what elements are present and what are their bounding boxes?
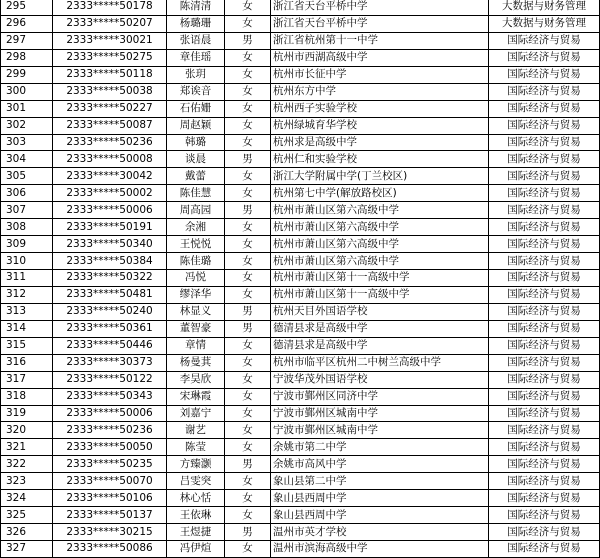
exam-id-cell: 2333*****50361 [53,320,167,337]
seq-cell: 304 [1,151,53,168]
seq-cell: 301 [1,100,53,117]
name-cell: 杨璐珊 [167,15,225,32]
major-cell: 国际经济与贸易 [489,270,600,287]
gender-cell: 女 [225,490,271,507]
seq-cell: 321 [1,439,53,456]
school-cell: 杭州市萧山区第六高级中学 [271,219,489,236]
gender-cell: 女 [225,354,271,371]
exam-id-cell: 2333*****50118 [53,66,167,83]
major-cell: 国际经济与贸易 [489,371,600,388]
name-cell: 石佑姗 [167,100,225,117]
seq-cell: 327 [1,541,53,558]
school-cell: 德清县求是高级中学 [271,320,489,337]
seq-cell: 306 [1,185,53,202]
seq-cell: 302 [1,117,53,134]
school-cell: 宁波华茂外国语学校 [271,371,489,388]
major-cell: 国际经济与贸易 [489,253,600,270]
school-cell: 温州市英才学校 [271,524,489,541]
name-cell: 方臻灏 [167,456,225,473]
major-cell: 国际经济与贸易 [489,134,600,151]
gender-cell: 女 [225,66,271,83]
seq-cell: 308 [1,219,53,236]
name-cell: 郑诶音 [167,83,225,100]
exam-id-cell: 2333*****50070 [53,473,167,490]
seq-cell: 305 [1,168,53,185]
major-cell: 国际经济与贸易 [489,541,600,558]
gender-cell: 女 [225,168,271,185]
seq-cell: 311 [1,270,53,287]
exam-id-cell: 2333*****50087 [53,117,167,134]
table-row [1,168,600,185]
seq-cell: 326 [1,524,53,541]
exam-id-cell: 2333*****30373 [53,354,167,371]
major-cell: 国际经济与贸易 [489,337,600,354]
gender-cell: 女 [225,541,271,558]
seq-cell: 297 [1,32,53,49]
school-cell: 杭州天目外国语学校 [271,303,489,320]
school-cell: 浙江省杭州第十一中学 [271,32,489,49]
school-cell: 宁波市鄞州区城南中学 [271,422,489,439]
seq-cell: 310 [1,253,53,270]
table-row [1,185,600,202]
table-row [1,303,600,320]
exam-id-cell: 2333*****50038 [53,83,167,100]
name-cell: 王依琳 [167,507,225,524]
major-cell: 国际经济与贸易 [489,456,600,473]
major-cell: 国际经济与贸易 [489,439,600,456]
gender-cell: 女 [225,134,271,151]
name-cell: 冯伊煊 [167,541,225,558]
seq-cell: 303 [1,134,53,151]
major-cell: 国际经济与贸易 [489,473,600,490]
table-row [1,66,600,83]
name-cell: 缪泽华 [167,286,225,303]
major-cell: 国际经济与贸易 [489,100,600,117]
table-row [1,388,600,405]
exam-id-cell: 2333*****50050 [53,439,167,456]
gender-cell: 女 [225,286,271,303]
school-cell: 杭州市西湖高级中学 [271,49,489,66]
school-cell: 杭州西子实验学校 [271,100,489,117]
gender-cell: 女 [225,83,271,100]
gender-cell: 女 [225,49,271,66]
table-row [1,32,600,49]
gender-cell: 女 [225,0,271,15]
major-cell: 国际经济与贸易 [489,286,600,303]
school-cell: 杭州绿城育华学校 [271,117,489,134]
name-cell: 吕雯突 [167,473,225,490]
gender-cell: 女 [225,15,271,32]
exam-id-cell: 2333*****50275 [53,49,167,66]
seq-cell: 299 [1,66,53,83]
gender-cell: 女 [225,405,271,422]
table-row [1,151,600,168]
exam-id-cell: 2333*****50240 [53,303,167,320]
table-row [1,524,600,541]
name-cell: 李昊欣 [167,371,225,388]
gender-cell: 女 [225,371,271,388]
major-cell: 国际经济与贸易 [489,168,600,185]
major-cell: 国际经济与贸易 [489,405,600,422]
table-row [1,473,600,490]
exam-id-cell: 2333*****50481 [53,286,167,303]
exam-id-cell: 2333*****50236 [53,422,167,439]
major-cell: 国际经济与贸易 [489,320,600,337]
name-cell: 余湘 [167,219,225,236]
seq-cell: 313 [1,303,53,320]
major-cell: 国际经济与贸易 [489,83,600,100]
name-cell: 林心恬 [167,490,225,507]
table-row [1,49,600,66]
school-cell: 宁波市鄞州区同济中学 [271,388,489,405]
seq-cell: 322 [1,456,53,473]
table-row [1,117,600,134]
exam-id-cell: 2333*****50322 [53,270,167,287]
table-row [1,100,600,117]
seq-cell: 324 [1,490,53,507]
gender-cell: 男 [225,320,271,337]
exam-id-cell: 2333*****50384 [53,253,167,270]
seq-cell: 325 [1,507,53,524]
major-cell: 国际经济与贸易 [489,49,600,66]
exam-id-cell: 2333*****50086 [53,541,167,558]
exam-id-cell: 2333*****50002 [53,185,167,202]
exam-id-cell: 2333*****50122 [53,371,167,388]
table-row [1,286,600,303]
name-cell: 张语晨 [167,32,225,49]
gender-cell: 女 [225,439,271,456]
table-row [1,320,600,337]
exam-id-cell: 2333*****50235 [53,456,167,473]
gender-cell: 女 [225,100,271,117]
name-cell: 宋琳霞 [167,388,225,405]
major-cell: 国际经济与贸易 [489,524,600,541]
table-row [1,371,600,388]
school-cell: 杭州市萧山区第十一高级中学 [271,286,489,303]
name-cell: 陈佳慧 [167,185,225,202]
gender-cell: 女 [225,270,271,287]
school-cell: 杭州东方中学 [271,83,489,100]
table-row [1,490,600,507]
table-row [1,507,600,524]
major-cell: 大数据与财务管理 [489,15,600,32]
gender-cell: 男 [225,303,271,320]
exam-id-cell: 2333*****30042 [53,168,167,185]
school-cell: 杭州市萧山区第六高级中学 [271,236,489,253]
gender-cell: 女 [225,253,271,270]
major-cell: 国际经济与贸易 [489,236,600,253]
school-cell: 浙江省天台平桥中学 [271,15,489,32]
name-cell: 张玥 [167,66,225,83]
school-cell: 象山县西周中学 [271,490,489,507]
table-row [1,83,600,100]
major-cell: 大数据与财务管理 [489,0,600,15]
table-row [1,405,600,422]
gender-cell: 女 [225,388,271,405]
table-row [1,134,600,151]
table-row [1,202,600,219]
major-cell: 国际经济与贸易 [489,185,600,202]
table-row [1,337,600,354]
exam-id-cell: 2333*****50137 [53,507,167,524]
major-cell: 国际经济与贸易 [489,507,600,524]
school-cell: 余姚市高风中学 [271,456,489,473]
gender-cell: 女 [225,337,271,354]
exam-id-cell: 2333*****50008 [53,151,167,168]
exam-id-cell: 2333*****30215 [53,524,167,541]
name-cell: 周赵颖 [167,117,225,134]
gender-cell: 男 [225,32,271,49]
name-cell: 刘嘉宁 [167,405,225,422]
exam-id-cell: 2333*****50227 [53,100,167,117]
major-cell: 国际经济与贸易 [489,66,600,83]
school-cell: 宁波市鄞州区城南中学 [271,405,489,422]
table-row [1,253,600,270]
major-cell: 国际经济与贸易 [489,151,600,168]
gender-cell: 女 [225,219,271,236]
school-cell: 德清县求是高级中学 [271,337,489,354]
seq-cell: 309 [1,236,53,253]
seq-cell: 323 [1,473,53,490]
major-cell: 国际经济与贸易 [489,388,600,405]
name-cell: 陈莹 [167,439,225,456]
gender-cell: 女 [225,236,271,253]
table-row [1,541,600,558]
exam-id-cell: 2333*****50178 [53,0,167,15]
seq-cell: 316 [1,354,53,371]
seq-cell: 314 [1,320,53,337]
name-cell: 章情 [167,337,225,354]
gender-cell: 女 [225,473,271,490]
table-row [1,422,600,439]
school-cell: 杭州第七中学(解放路校区) [271,185,489,202]
seq-cell: 307 [1,202,53,219]
school-cell: 杭州市临平区杭州二中树兰高级中学 [271,354,489,371]
seq-cell: 296 [1,15,53,32]
exam-id-cell: 2333*****50006 [53,405,167,422]
seq-cell: 300 [1,83,53,100]
school-cell: 杭州市萧山区第六高级中学 [271,202,489,219]
exam-id-cell: 2333*****50340 [53,236,167,253]
table-row [1,439,600,456]
school-cell: 杭州仁和实验学校 [271,151,489,168]
exam-id-cell: 2333*****50343 [53,388,167,405]
school-cell: 温州市滨海高级中学 [271,541,489,558]
name-cell: 王煜捷 [167,524,225,541]
gender-cell: 女 [225,422,271,439]
seq-cell: 312 [1,286,53,303]
major-cell: 国际经济与贸易 [489,219,600,236]
table-row [1,219,600,236]
school-cell: 杭州求是高级中学 [271,134,489,151]
school-cell: 浙江大学附属中学(丁兰校区) [271,168,489,185]
table-body [1,0,600,557]
name-cell: 董智豪 [167,320,225,337]
school-cell: 杭州市萧山区第六高级中学 [271,253,489,270]
exam-id-cell: 2333*****50446 [53,337,167,354]
name-cell: 谢艺 [167,422,225,439]
name-cell: 章佳瑶 [167,49,225,66]
seq-cell: 320 [1,422,53,439]
exam-id-cell: 2333*****50236 [53,134,167,151]
name-cell: 谈晨 [167,151,225,168]
gender-cell: 女 [225,117,271,134]
name-cell: 杨曼萁 [167,354,225,371]
gender-cell: 女 [225,185,271,202]
major-cell: 国际经济与贸易 [489,422,600,439]
table-row [1,15,600,32]
school-cell: 杭州市长征中学 [271,66,489,83]
name-cell: 林显义 [167,303,225,320]
name-cell: 王悦悦 [167,236,225,253]
name-cell: 戴蕾 [167,168,225,185]
table-row [1,354,600,371]
school-cell: 杭州市萧山区第十一高级中学 [271,270,489,287]
major-cell: 国际经济与贸易 [489,490,600,507]
major-cell: 国际经济与贸易 [489,354,600,371]
table-row [1,270,600,287]
seq-cell: 319 [1,405,53,422]
gender-cell: 男 [225,456,271,473]
exam-id-cell: 2333*****50106 [53,490,167,507]
seq-cell: 315 [1,337,53,354]
exam-id-cell: 2333*****50006 [53,202,167,219]
seq-cell: 317 [1,371,53,388]
seq-cell: 298 [1,49,53,66]
seq-cell: 318 [1,388,53,405]
major-cell: 国际经济与贸易 [489,202,600,219]
table-row [1,0,600,15]
school-cell: 象山县第二中学 [271,473,489,490]
gender-cell: 男 [225,202,271,219]
school-cell: 浙江省天台平桥中学 [271,0,489,15]
gender-cell: 女 [225,507,271,524]
school-cell: 余姚市第二中学 [271,439,489,456]
major-cell: 国际经济与贸易 [489,303,600,320]
table-row [1,456,600,473]
exam-id-cell: 2333*****50191 [53,219,167,236]
table-row [1,236,600,253]
school-cell: 象山县西周中学 [271,507,489,524]
name-cell: 韩璐 [167,134,225,151]
name-cell: 陈佳璐 [167,253,225,270]
name-cell: 周高园 [167,202,225,219]
seq-cell: 295 [1,0,53,15]
exam-id-cell: 2333*****50207 [53,15,167,32]
gender-cell: 男 [225,524,271,541]
exam-id-cell: 2333*****30021 [53,32,167,49]
major-cell: 国际经济与贸易 [489,32,600,49]
name-cell: 冯悦 [167,270,225,287]
gender-cell: 男 [225,151,271,168]
name-cell: 陈清清 [167,0,225,15]
major-cell: 国际经济与贸易 [489,117,600,134]
